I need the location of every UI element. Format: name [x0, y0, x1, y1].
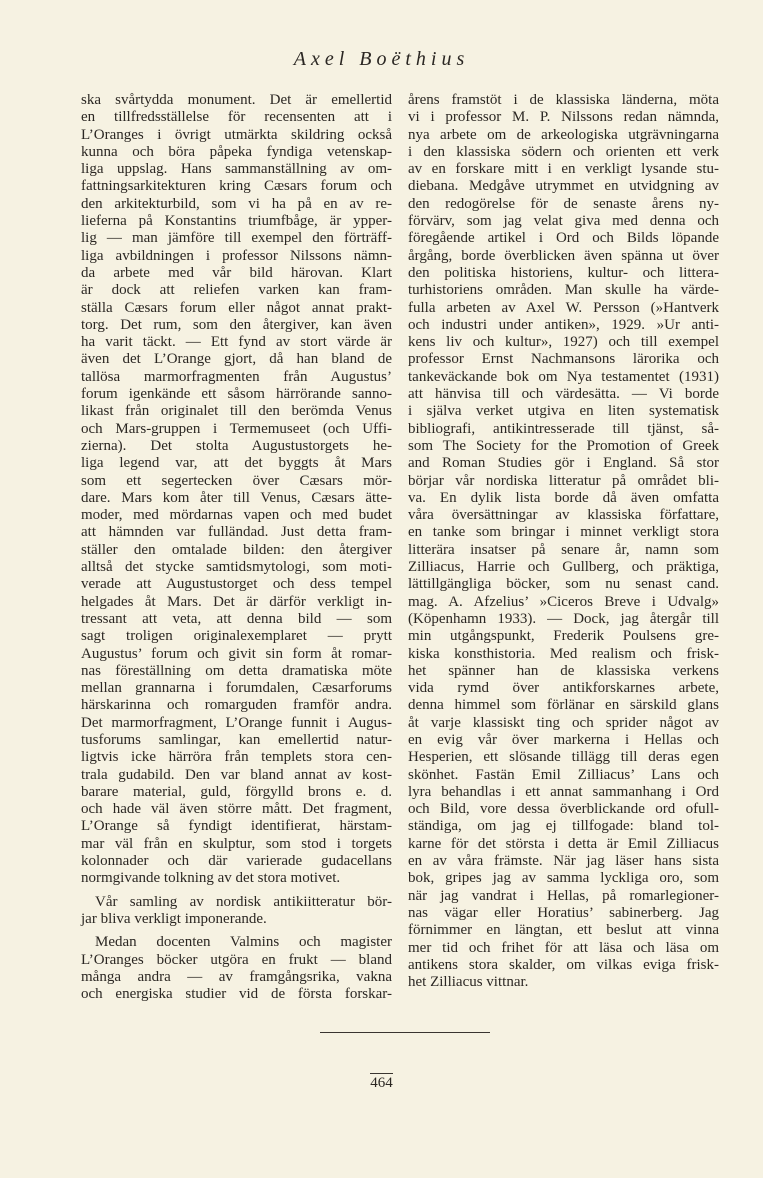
text-line: L’Oranges böcker utgöra en frukt — bland: [81, 951, 392, 968]
text-line: och Bild, vore dessa överblickande ord ofull-: [408, 801, 719, 818]
text-line: lyra behandlas i ett annat sammanhang i Ord: [408, 783, 719, 800]
text-line: bok, gripes jag av samma lyckliga oro, som: [408, 870, 719, 887]
text-line: nas vägar eller Horatius’ sabinerberg. Jag: [408, 904, 719, 921]
text-line: denna himmel som förlänar en särskild glans: [408, 697, 719, 714]
text-line: Medan docenten Valmins och magister: [95, 934, 392, 951]
text-line: bibliografi, antikintresserade till tjänst, så-: [408, 420, 719, 437]
text-line: mer tid och frihet för att läsa och läsa om: [408, 939, 719, 956]
text-line: även det L’Orange gjort, då han bland de: [81, 351, 392, 368]
text-line: och hade väl även större mått. Det fragment,: [81, 801, 392, 818]
text-line: lättillgängliga böcker, som nu senast cand.: [408, 576, 719, 593]
running-title: Axel Boëthius: [293, 48, 470, 70]
text-line: verade att Augustustorget och dess tempel: [81, 576, 392, 593]
text-line: en av våra främste. När jag läser hans sista: [408, 853, 719, 870]
text-line: ställer den omtalade bilden: den återgiver: [81, 541, 392, 558]
text-line: kiska konsthistoria. Med realism och frisk-: [408, 645, 719, 662]
text-line: nas föreställning om detta dramatiska möte: [81, 662, 392, 679]
text-line: het spänner han de klassiska verkens: [408, 662, 719, 679]
page-number: [0, 1073, 763, 1092]
text-line: and Roman Studies gör i England. Så stor: [408, 455, 719, 472]
text-line: den redogörelse för de senaste årens ny-: [408, 195, 719, 212]
text-line: dare. Mars kom åter till Venus, Cæsars ätte-: [81, 489, 392, 506]
text-line: het Zilliacus vittnar.: [408, 974, 529, 991]
text-line: och Mars-gruppen i Termemuseet (och Uffi-: [81, 420, 392, 437]
text-line: ständiga, om jag ej tillfogade: bland tol-: [408, 818, 719, 835]
text-line: lieferna på Konstantins triumfbåge, är ypper-: [81, 213, 392, 230]
text-line: ligtvis icke härröra från templets stora cen-: [81, 749, 392, 766]
text-line: börjar vår nordiska litteratur på området bli-: [408, 472, 719, 489]
text-line: den politiska historiens, kultur- och littera-: [408, 264, 719, 281]
text-line: åt varje klassiskt ting och sprider något av: [408, 714, 719, 731]
text-line: Hesperien, ett slösande tillägg till deras egen: [408, 749, 719, 766]
text-line: turhistoriens områden. Man skulle ha värde-: [408, 282, 719, 299]
text-line: ha varit täckt. — Ett fynd av stort värde är: [81, 334, 392, 351]
text-line: helgades åt Mars. Det är därför verkligt in-: [81, 593, 392, 610]
text-line: av en forskare mitt i en verkligt lysande stu-: [408, 161, 719, 178]
text-line: ställa Cæsars forum eller något annat prakt-: [81, 299, 392, 316]
text-line: den arkitekturbild, som vi ha på en av re-: [81, 195, 392, 212]
text-line: nya arbete om de arkeologiska utgrävningarna: [408, 126, 719, 143]
text-line: litterära insatser på senare år, namn som: [408, 541, 719, 558]
text-line: sagt troligen originalexemplaret — prytt: [81, 628, 392, 645]
text-line: mar väl från en skulptur, som stod i torgets: [81, 835, 392, 852]
text-line: jar bliva verkligt imponerande.: [81, 910, 267, 927]
text-line: kolonnader och där varierade gudacellans: [81, 853, 392, 870]
text-line: en tillfredsställelse för recensenten att i: [81, 109, 392, 126]
text-line: zierna). Det stolta Augustustorgets he-: [81, 437, 392, 454]
text-line: fattningsarkitekturen kring Cæsars forum och: [81, 178, 392, 195]
text-line: vida rymd över antikforskarnes arbete,: [408, 680, 719, 697]
text-line: fulla arbeten av Axel W. Persson (»Hantverk: [408, 299, 719, 316]
text-line: tressant att veta, att denna bild — som: [81, 610, 392, 627]
text-line: tallösa marmorfragmenten från Augustus’: [81, 368, 392, 385]
right-column: [408, 92, 719, 997]
text-line: (Köpenhamn 1933). — Dock, jag återgår till: [408, 610, 719, 627]
text-line: barare material, guld, förgylld brons e. d.: [81, 783, 392, 800]
left-column: [81, 92, 392, 1003]
text-line: forum igenkände ett såsom härrörande sanno-: [81, 386, 392, 403]
text-line: da arbete med vår bild härovan. Klart: [81, 264, 392, 281]
text-line: i den klassiska södern och orienten ett verk: [408, 143, 719, 160]
text-line: är dock att reliefen varken kan fram-: [81, 282, 392, 299]
text-line: kens liv och kultur», 1927) och till exempel: [408, 334, 719, 351]
text-line: när jag vandrat i Hellas, på romarlegioner-: [408, 887, 719, 904]
text-line: en tanke som bringar i minnet verkligt stora: [408, 524, 719, 541]
text-line: liga legend var, att det byggts åt Mars: [81, 455, 392, 472]
text-line: liga avbildningen i professor Nilssons nämn-: [81, 247, 392, 264]
text-line: L’Orange så fyndigt identifierat, härstam-: [81, 818, 392, 835]
text-line: att hänvisa till och värdesätta. — Vi borde: [408, 386, 719, 403]
page-number-text: 464: [370, 1075, 393, 1091]
text-line: en evig vår över markerna i Hellas och: [408, 731, 719, 748]
text-line: skönhet. Fastän Emil Zilliacus’ Lans och: [408, 766, 719, 783]
text-line: professor Ernst Nachmansons lärorika och: [408, 351, 719, 368]
text-line: Zilliacus, Harrie och Gullberg, och präktiga,: [408, 559, 719, 576]
text-line: som The Society for the Promotion of Greek: [408, 437, 719, 454]
text-line: likast från originalet till den berömda Venus: [81, 403, 392, 420]
text-line: tankeväckande bok om Nya testamentet (1931): [408, 368, 719, 385]
text-line: mellan grannarna i forumdalen, Cæsarforums: [81, 680, 392, 697]
text-line: L’Oranges i övrigt utmärkta skildring också: [81, 126, 392, 143]
text-line: karne för det största i detta är Emil Zilliacus: [408, 835, 719, 852]
text-line: mag. A. Afzelius’ »Ciceros Breve i Udvalg»: [408, 593, 719, 610]
text-line: vi i professor M. P. Nilssons redan nämnda,: [408, 109, 719, 126]
text-line: att hämnden var fulländad. Just detta fram-: [81, 524, 392, 541]
text-line: ska svårtydda monument. Det är emellertid: [81, 92, 392, 108]
text-line: som ett segertecken över Cæsars mör-: [81, 472, 392, 489]
text-line: årens framstöt i de klassiska länderna, möta: [408, 92, 719, 108]
text-line: många andra — av framgångsrika, vakna: [81, 968, 392, 985]
text-line: alltså det stycke samtidsmytologi, som moti-: [81, 559, 392, 576]
text-line: kunna och böra påpeka fyndiga vetenskap-: [81, 143, 392, 160]
end-rule: [320, 1032, 490, 1033]
text-line: föregående artikel i Ord och Bilds löpande: [408, 230, 719, 247]
text-line: trala gudabild. Den var bland annat av kost-: [81, 766, 392, 783]
text-line: antikens stora skalder, om vilkas eviga frisk-: [408, 956, 719, 973]
text-line: våra översättningar av klassiska författare,: [408, 507, 719, 524]
text-line: årgång, borde överblicken även spänna ut över: [408, 247, 719, 264]
text-line: diebana. Medgåve utrymmet en utvidgning av: [408, 178, 719, 195]
text-line: förvärv, som jag velat giva med denna och: [408, 213, 719, 230]
text-line: Augustus’ forum och givit sin form åt romar-: [81, 645, 392, 662]
text-line: och energiska studier vid de första forskar-: [81, 986, 392, 1003]
text-line: härskarinna och romarguden framför andra.: [81, 697, 392, 714]
text-line: min utgångspunkt, Frederik Poulsens gre-: [408, 628, 719, 645]
text-line: Vår samling av nordisk antikiitteratur bör-: [95, 893, 392, 910]
text-line: och industri under antiken», 1929. »Ur anti-: [408, 316, 719, 333]
text-line: i själva verket utgiva en liten systematisk: [408, 403, 719, 420]
text-line: Det marmorfragment, L’Orange funnit i Augus-: [81, 714, 392, 731]
text-line: liga uppslag. Hans sammanställning av om-: [81, 161, 392, 178]
text-line: moder, med mördarnas vapen och med budet: [81, 507, 392, 524]
text-line: normgivande tolkning av det stora motivet.: [81, 870, 341, 887]
text-line: torg. Det rum, som den återgiver, kan även: [81, 316, 392, 333]
text-line: tusforums samlingar, kan emellertid natur-: [81, 731, 392, 748]
text-line: lig — man jämföre till exempel den förträff-: [81, 230, 392, 247]
text-line: förnimmer en längtan, ett beslut att vinna: [408, 922, 719, 939]
text-line: va. En dylik lista borde då även omfatta: [408, 489, 719, 506]
